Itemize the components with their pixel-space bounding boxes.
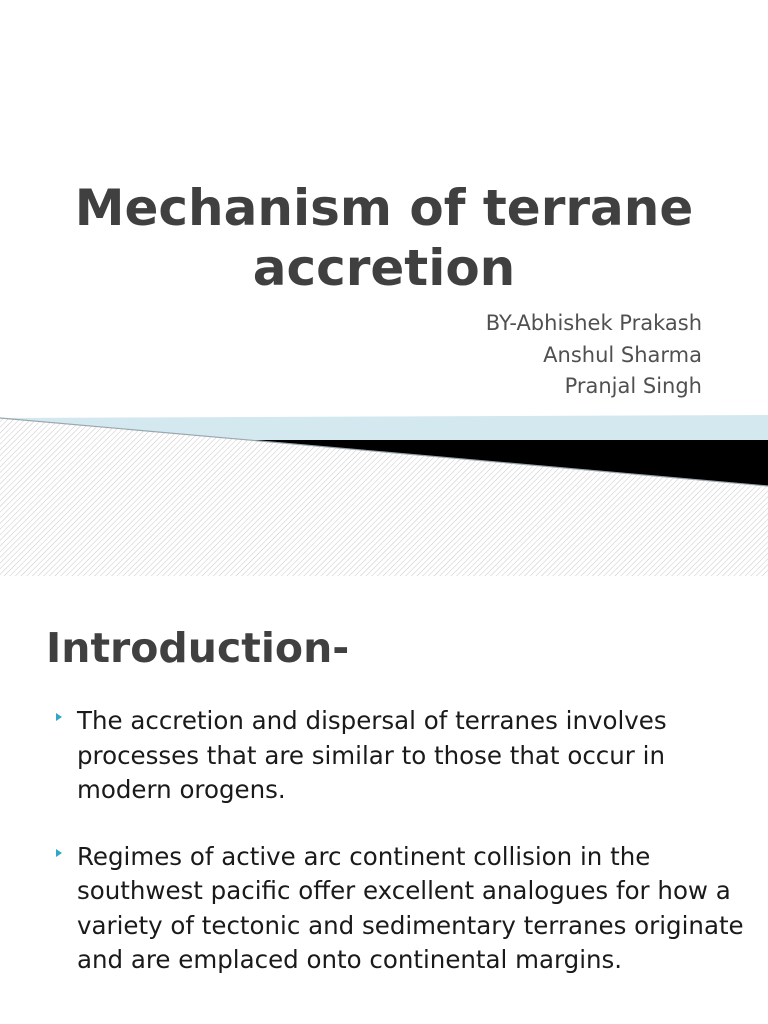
author-line: Anshul Sharma — [543, 342, 702, 367]
list-item — [56, 840, 756, 978]
list-item — [56, 704, 756, 808]
bullet-text: The accretion and dispersal of terranes involves processes that are similar to those that occur in modern orogens. — [77, 706, 667, 804]
author-line: Pranjal Singh — [564, 374, 702, 398]
section-heading: Introduction- — [46, 624, 350, 672]
decorative-wave-band — [0, 410, 768, 576]
author-list — [486, 308, 702, 403]
slide-title: Mechanism of terrane accretion — [74, 179, 694, 297]
bullet-list — [56, 704, 756, 1010]
bullet-text: Regimes of active arc continent collision in the southwest pacific offer excellent analogues for how a variety of tectonic and sedimentary terranes originate and are emplaced onto continental margins. — [77, 841, 744, 974]
triangle-bullet-icon — [56, 713, 62, 721]
author-line: BY-Abhishek Prakash — [485, 311, 702, 335]
triangle-bullet-icon — [56, 849, 62, 857]
introduction-slide — [0, 576, 768, 1024]
